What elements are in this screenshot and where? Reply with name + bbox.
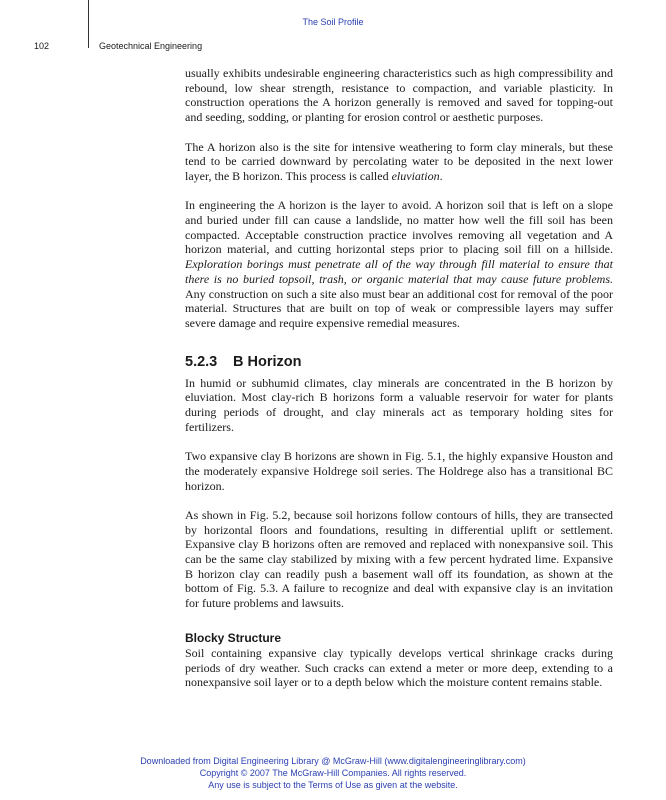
section-number: 5.2.3 xyxy=(185,353,218,370)
subsection-heading: Blocky Structure xyxy=(185,630,282,645)
footer-copyright-line: Copyright © 2007 The McGraw-Hill Companies. All rights reserved. xyxy=(199,768,467,778)
paragraph xyxy=(185,198,613,330)
body-text xyxy=(185,66,613,690)
paragraph-text: The A horizon also is the site for intensive weathering to form clay minerals, but these tend to be carried downward by percolating water to be deposited in the next lower layer, the B horizon. This process is called xyxy=(185,139,613,183)
section-title: B Horizon xyxy=(233,353,302,370)
paragraph: Soil containing expansive clay typically develops vertical shrinkage cracks during periods of dry weather. Such cracks can extend a meter or more deep, extending to a nonexpansive soil layer or to a depth below which the moisture content remains stable. xyxy=(185,645,613,690)
running-header-title: The Soil Profile xyxy=(302,17,364,27)
footer-download-line: Downloaded from Digital Engineering Library @ McGraw-Hill (www.digitalengineeringlibrary.com) xyxy=(140,756,526,766)
paragraph xyxy=(185,140,613,184)
book-title: Geotechnical Engineering xyxy=(99,41,203,51)
paragraph-text: Any construction on such a site also must bear an additional cost for removal of the poor material. Structures that are built on top of weak or compressible layers may suffer severe damage and require expensive remedial measures. xyxy=(185,286,613,330)
paragraph-text: In engineering the A horizon is the layer to avoid. A horizon soil that is left on a slope and buried under fill can cause a landslide, no matter how well the fill soil has been compacted. Acceptable construction practice involves removing all vegetation and A horizon material, and cutting horizontal steps prior to placing soil fill on a hillside. xyxy=(185,198,613,257)
paragraph: Two expansive clay B horizons are shown in Fig. 5.1, the highly expansive Houston and the moderately expansive Holdrege soil series. The Holdrege also has a transitional BC horizon. xyxy=(185,449,613,493)
emphasized-text: Exploration borings must penetrate all of the way through fill material to ensure that there is no buried topsoil, trash, or organic material that may cause future problems. xyxy=(185,257,613,286)
header-vertical-rule xyxy=(88,0,89,48)
paragraph-text: . xyxy=(439,168,443,183)
section-heading xyxy=(185,353,613,371)
footer-terms-line: Any use is subject to the Terms of Use as given at the website. xyxy=(208,780,458,790)
paragraph: As shown in Fig. 5.2, because soil horizons follow contours of hills, they are transected by horizontal floors and foundations, resulting in differential uplift or settlement. Expansive clay B horizons often are removed and replaced with nonexpansive soil. This can be the same clay stabilized by mixing with a few percent hydrated lime. Expansive B horizon clay can readily push a basement wall off its foundation, as shown at the bottom of Fig. 5.3. A failure to recognize and deal with expansive clay is an invitation for future problems and lawsuits. xyxy=(185,507,613,611)
paragraph: In humid or subhumid climates, clay minerals are concentrated in the B horizon by eluviation. Most clay-rich B horizons form a valuable reservoir for water for plants during periods of drought, and clay minerals act as temporary holding sites for fertilizers. xyxy=(185,375,613,434)
paragraph: usually exhibits undesirable engineering characteristics such as high compressibility and rebound, low shear strength, resistance to compaction, and variable plasticity. In construction operations the A horizon generally is removed and saved for topping-out and seeding, sodding, or planting for erosion control or aesthetic purposes. xyxy=(185,66,613,125)
page-number: 102 xyxy=(34,41,50,51)
footer xyxy=(0,755,666,791)
term-eluviation: eluviation xyxy=(391,168,440,183)
